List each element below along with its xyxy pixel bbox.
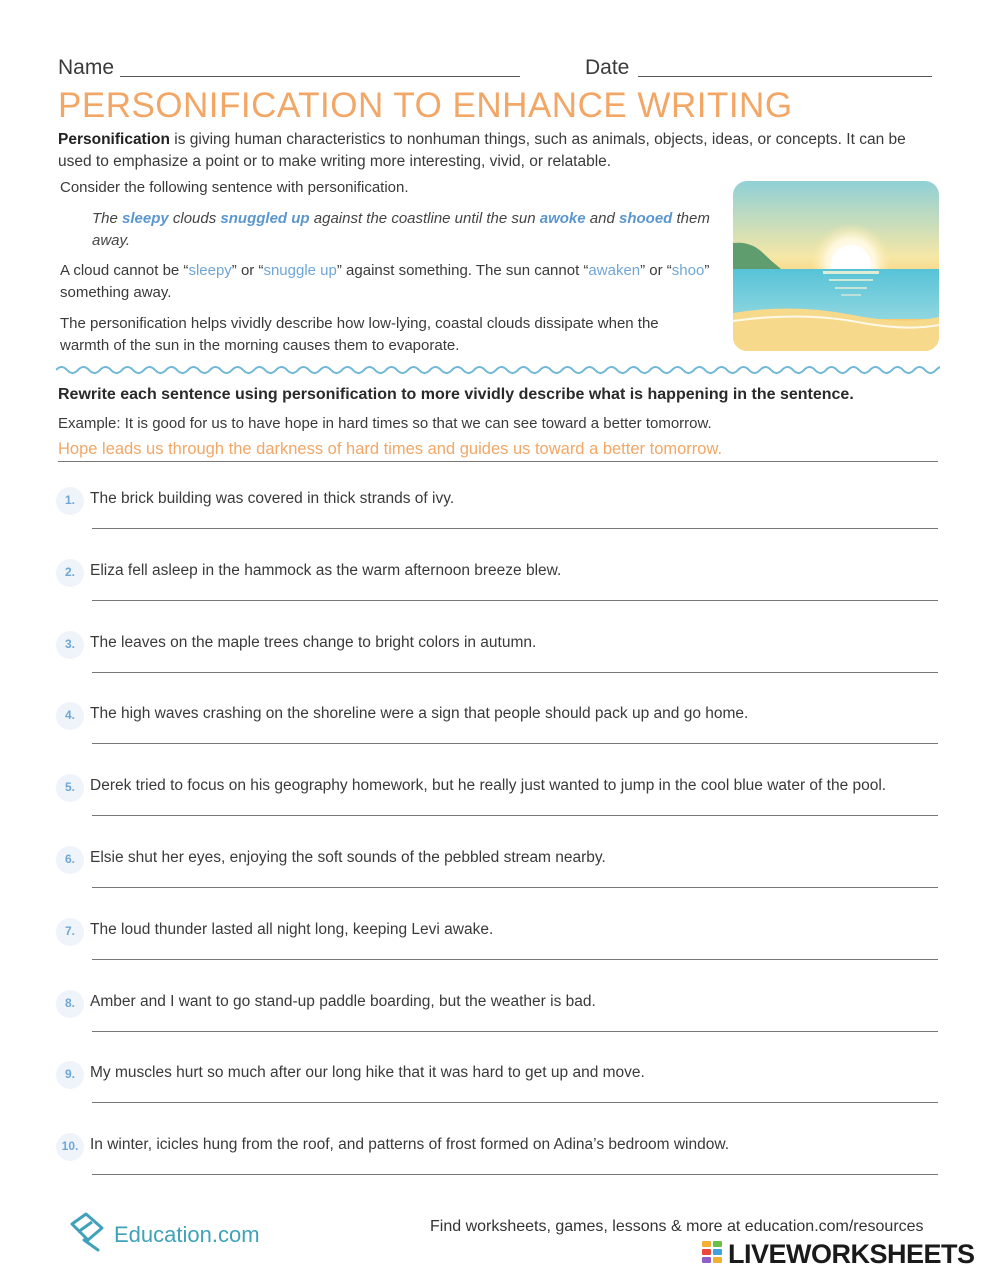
- answer-line[interactable]: [92, 887, 938, 888]
- name-label: Name: [58, 56, 115, 79]
- question-text: In winter, icicles hung from the roof, and patterns of frost formed on Adina’s bedroom window.: [90, 1136, 730, 1154]
- question-text: Derek tried to focus on his geography homework, but he really just wanted to jump in the cool blue water of the pool.: [90, 777, 887, 795]
- question-number: 9.: [56, 1061, 84, 1089]
- liveworksheets-watermark: [702, 1238, 996, 1272]
- page-title: PERSONIFICATION TO ENHANCE WRITING: [58, 86, 793, 125]
- question-text: The leaves on the maple trees change to bright colors in autumn.: [90, 633, 537, 651]
- footer-text: Find worksheets, games, lessons & more at education.com/resources: [430, 1218, 924, 1235]
- question-item: [56, 631, 940, 701]
- date-field[interactable]: [638, 76, 932, 77]
- question-text: Eliza fell asleep in the hammock as the warm afternoon breeze blew.: [90, 561, 562, 579]
- question-number: 3.: [56, 631, 84, 659]
- answer-line[interactable]: [92, 600, 938, 601]
- question-number: 1.: [56, 487, 84, 515]
- date-label: Date: [585, 56, 630, 79]
- example-answer-line: [58, 461, 938, 462]
- answer-line[interactable]: [92, 1031, 938, 1032]
- question-text: The loud thunder lasted all night long, keeping Levi awake.: [90, 920, 494, 938]
- highlight-word: awoke: [539, 210, 586, 227]
- example-answer: Hope leads us through the darkness of hard times and guides us toward a better tomorrow.: [58, 440, 723, 458]
- question-number: 2.: [56, 559, 84, 587]
- answer-line[interactable]: [92, 672, 938, 673]
- intro-text: is giving human characteristics to nonhuman things, such as animals, objects, ideas, or concepts. It can be used to emphasize a point or to make writing more interesting, vivid, or relatable.: [58, 131, 906, 170]
- question-item: [56, 1133, 940, 1203]
- question-text: My muscles hurt so much after our long hike that it was hard to get up and move.: [90, 1064, 645, 1082]
- highlight-word: snuggled up: [220, 210, 310, 227]
- question-number: 7.: [56, 918, 84, 946]
- highlight-word: shooed: [618, 210, 673, 227]
- answer-line[interactable]: [92, 1174, 938, 1175]
- question-text: The brick building was covered in thick strands of ivy.: [90, 490, 455, 507]
- question-number: 6.: [56, 846, 84, 874]
- liveworksheets-text: LIVEWORKSHEETS: [728, 1239, 975, 1269]
- sunset-beach-illustration: [733, 181, 939, 351]
- question-text: Elsie shut her eyes, enjoying the soft sounds of the pebbled stream nearby.: [90, 849, 606, 866]
- answer-line[interactable]: [92, 528, 938, 529]
- consider-text: Consider the following sentence with personification.: [60, 179, 409, 196]
- highlight-word: sleepy: [122, 210, 169, 227]
- explanation-paragraph-2: The personification helps vividly describe how low-lying, coastal clouds dissipate when the warmth of the sun in the morning causes them to evaporate.: [60, 315, 659, 354]
- question-item: [56, 846, 940, 916]
- question-item: [56, 774, 940, 844]
- explanation-paragraph: A cloud cannot be “sleepy” or “snuggle up” against something. The sun cannot “awaken” or “shoo” something away.: [60, 262, 710, 301]
- question-item: [56, 918, 940, 988]
- question-text: Amber and I want to go stand-up paddle boarding, but the weather is bad.: [90, 992, 596, 1010]
- education-logo-icon: [66, 1210, 108, 1254]
- answer-line[interactable]: [92, 743, 938, 744]
- answer-line[interactable]: [92, 959, 938, 960]
- question-item: [56, 487, 940, 557]
- education-logo-text: Education.com: [114, 1222, 260, 1247]
- question-item: [56, 990, 940, 1060]
- question-item: [56, 559, 940, 629]
- answer-line[interactable]: [92, 1102, 938, 1103]
- question-number: 4.: [56, 702, 84, 730]
- liveworksheets-logo-icon: [702, 1241, 724, 1269]
- question-number: 5.: [56, 774, 84, 802]
- example-sentence: Example: It is good for us to have hope in hard times so that we can see toward a better tomorrow.: [58, 415, 712, 432]
- instructions: Rewrite each sentence using personification to more vividly describe what is happening in the sentence.: [58, 386, 854, 403]
- question-text: The high waves crashing on the shoreline were a sign that people should pack up and go home.: [90, 705, 749, 723]
- answer-line[interactable]: [92, 815, 938, 816]
- education-logo: [66, 1210, 266, 1254]
- question-number: 8.: [56, 990, 84, 1018]
- intro-paragraph: [58, 129, 938, 173]
- question-item: [56, 702, 940, 772]
- intro-term: Personification: [58, 131, 170, 148]
- question-number: 10.: [56, 1133, 84, 1161]
- example-quote: The sleepy clouds snuggled up against the coastline until the sun awoke and shooed them away.: [92, 210, 710, 249]
- question-item: [56, 1061, 940, 1131]
- wave-divider: [56, 362, 940, 378]
- name-field[interactable]: [120, 76, 520, 77]
